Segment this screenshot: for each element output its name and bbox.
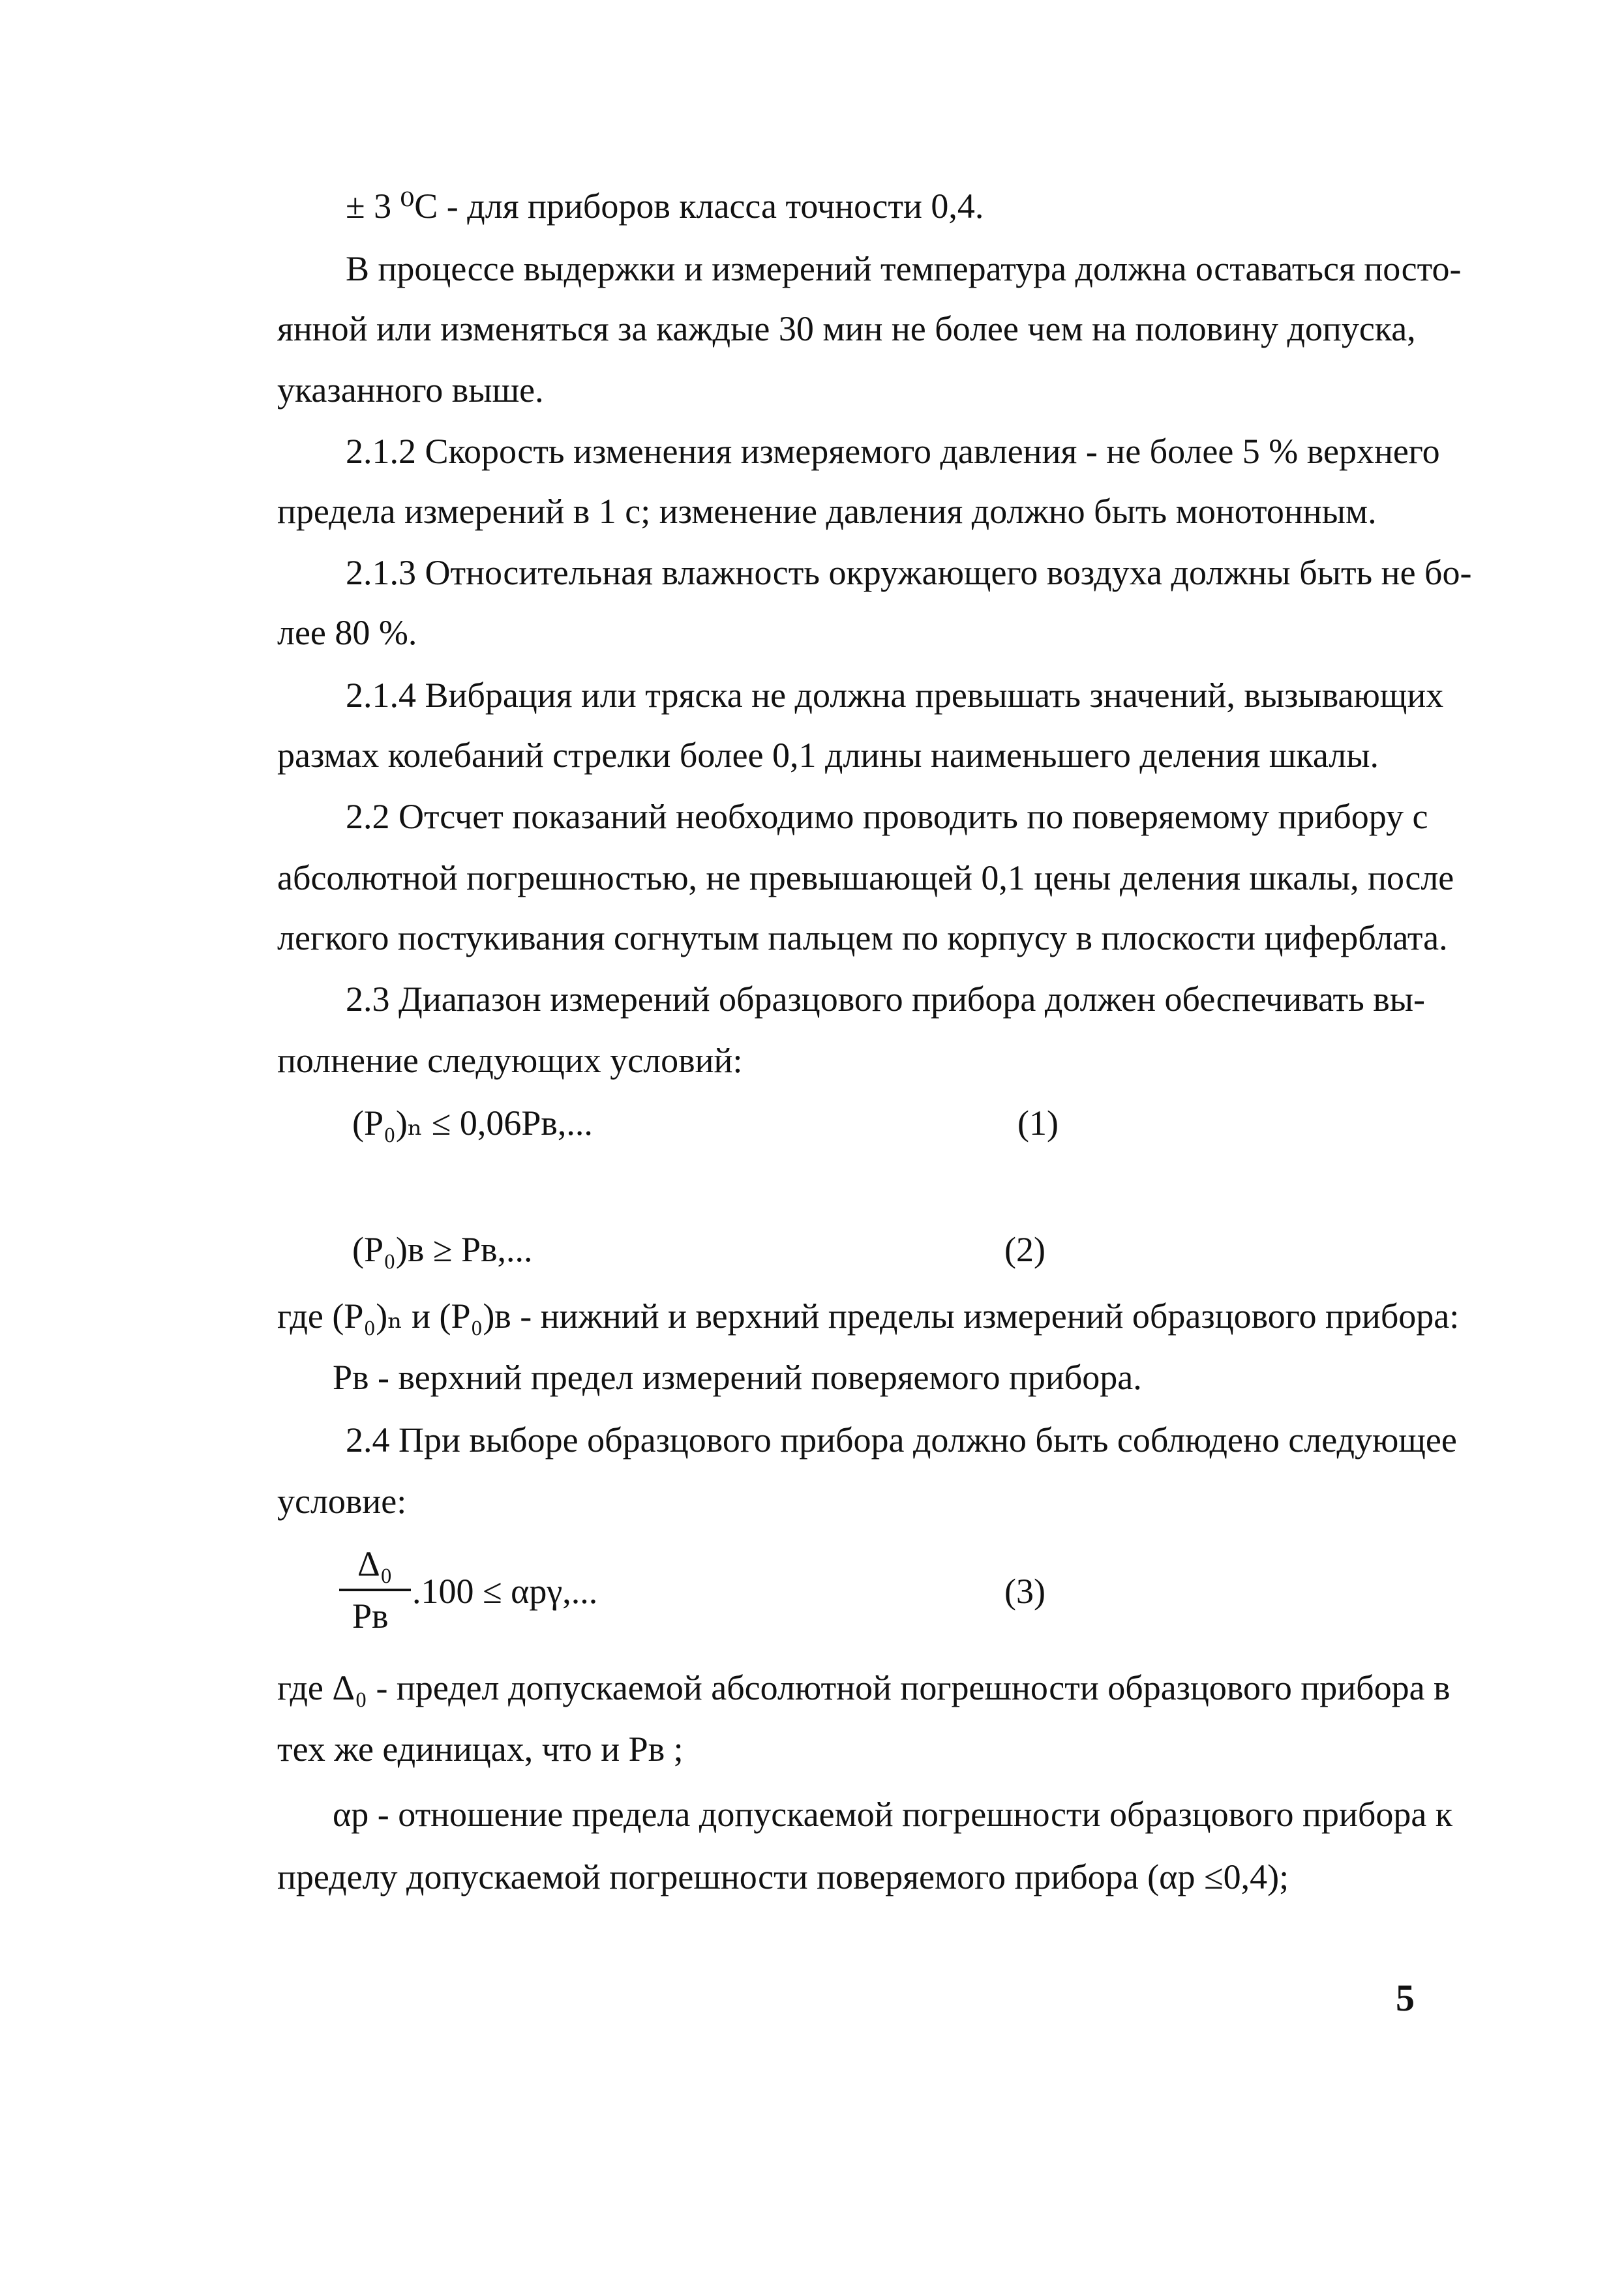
equation-1: (P₀)ₙ ≤ 0,06Pв,... (352, 1103, 593, 1143)
para-temperature-line2: янной или изменяться за каждые 30 мин не более чем на половину допуска, (277, 309, 1416, 348)
line-tolerance: ± 3 ⁰C - для приборов класса точности 0,4. (346, 187, 984, 226)
equation-1-number: (1) (1017, 1103, 1059, 1143)
para-24-line2: условие: (277, 1482, 407, 1521)
equation-2-number: (2) (1004, 1230, 1045, 1269)
para-213-line2: лее 80 %. (277, 613, 417, 652)
para-temperature-line1: В процессе выдержки и измерений температура должна оставаться посто- (346, 249, 1462, 288)
para-22-line1: 2.2 Отсчет показаний необходимо проводить по поверяемому прибору с (346, 797, 1428, 836)
equation-2: (P₀)в ≥ Pв,... (352, 1230, 533, 1269)
equation-3-fraction-bar (339, 1589, 411, 1591)
para-212-line2: предела измерений в 1 с; изменение давления должно быть монотонным. (277, 492, 1377, 531)
para-214-line2: размах колебаний стрелки более 0,1 длины наименьшего деления шкалы. (277, 736, 1379, 775)
where-line-pv: Pв - верхний предел измерений поверяемого прибора. (333, 1358, 1142, 1397)
equation-3-rest: .100 ≤ αрγ,... (412, 1572, 598, 1611)
para-213-line1: 2.1.3 Относительная влажность окружающего воздуха должны быть не бо- (346, 553, 1472, 592)
where-line-delta-1: где Δ₀ - предел допускаемой абсолютной погрешности образцового прибора в (277, 1668, 1451, 1707)
para-22-line2: абсолютной погрешностью, не превышающей 0,1 цены деления шкалы, после (277, 858, 1454, 897)
equation-3-denominator: Pв (352, 1596, 389, 1636)
para-214-line1: 2.1.4 Вибрация или тряска не должна превышать значений, вызывающих (346, 676, 1444, 715)
para-22-line3: легкого постукивания согнутым пальцем по корпусу в плоскости циферблата. (277, 918, 1448, 957)
where-line-delta-2: тех же единицах, что и Pв ; (277, 1729, 684, 1769)
para-23-line1: 2.3 Диапазон измерений образцового прибора должен обеспечивать вы- (346, 980, 1426, 1019)
where-line-alpha-1: αр - отношение предела допускаемой погрешности образцового прибора к (333, 1795, 1453, 1834)
where-line-limits: где (P₀)ₙ и (P₀)в - нижний и верхний пределы измерений образцового прибора: (277, 1296, 1460, 1336)
equation-3-number: (3) (1004, 1572, 1045, 1611)
page-number: 5 (1396, 1977, 1415, 2019)
para-temperature-line3: указанного выше. (277, 370, 544, 410)
para-23-line2: полнение следующих условий: (277, 1041, 743, 1080)
where-line-alpha-2: пределу допускаемой погрешности поверяемого прибора (αр ≤0,4); (277, 1857, 1289, 1896)
para-24-line1: 2.4 При выборе образцового прибора должно быть соблюдено следующее (346, 1420, 1457, 1460)
para-212-line1: 2.1.2 Скорость изменения измеряемого давления - не более 5 % верхнего (346, 432, 1440, 471)
equation-3-numerator: Δ₀ (357, 1544, 393, 1583)
